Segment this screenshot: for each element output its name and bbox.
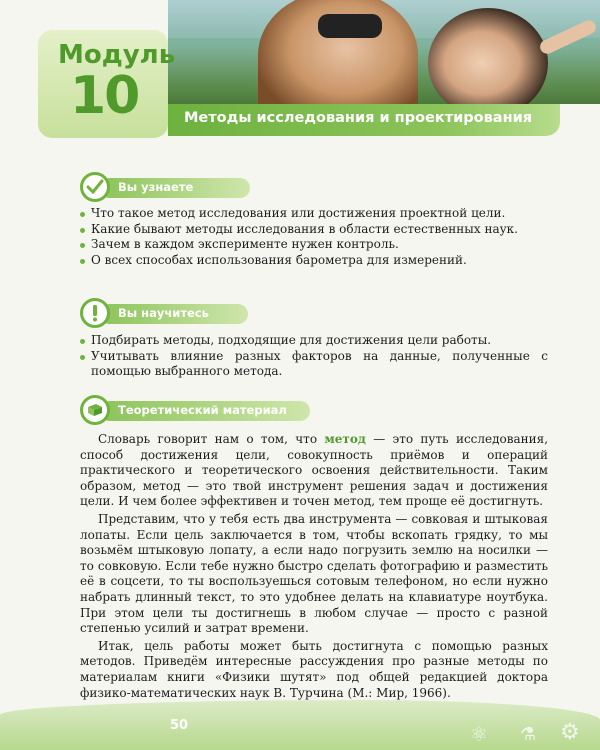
list-item: О всех способах использования барометра для измерений.	[80, 253, 548, 269]
module-number: 10	[70, 66, 139, 126]
page-footer	[0, 700, 600, 750]
section-theory-header	[80, 399, 320, 423]
paragraph: Словарь говорит нам о том, что метод — это путь исследования, способ достижения цели, совокупность приёмов и операций практического и теоретического освоения действительности. Таким образом, метод — это твой инструмент решения задач и достижения цели. И чем более эффективен и точен метод, тем проще её достигнуть.	[80, 432, 549, 509]
highlighted-term: метод	[324, 432, 366, 446]
theory-text	[80, 432, 548, 703]
module-label: Модуль	[58, 40, 176, 70]
list-item: Что такое метод исследования или достижения проектной цели.	[80, 206, 548, 222]
list-item: Учитывать влияние разных факторов на данные, полученные с помощью выбранного метода.	[80, 349, 548, 380]
section-skills-label: Вы научитесь	[118, 306, 209, 320]
page-number: 50	[170, 718, 189, 733]
paragraph: Итак, цель работы может быть достигнута с помощью разных методов. Приведём интересные рассуждения про разные методы по материалам книги «Физики шутят» под общей редакцией доктора физико-математических наук В. Турчина (М.: Мир, 1966).	[80, 638, 548, 700]
header-photo	[168, 0, 600, 104]
chapter-title-bar	[168, 104, 560, 136]
book-icon	[80, 395, 110, 425]
list-item: Какие бывают методы исследования в области естественных наук.	[80, 222, 548, 238]
exclamation-icon	[80, 298, 110, 328]
atom-icon: ⚛	[470, 722, 488, 746]
section-learn-header	[80, 176, 260, 200]
section-theory-label: Теоретический материал	[118, 403, 287, 417]
list-item: Подбирать методы, подходящие для достижения цели работы.	[80, 333, 548, 349]
list-item: Зачем в каждом эксперименте нужен контроль.	[80, 237, 548, 253]
gear-icon: ⚙	[560, 720, 580, 745]
section-learn-label: Вы узнаете	[118, 180, 194, 194]
section-skills-header	[80, 302, 260, 326]
learn-list	[80, 206, 548, 268]
flask-icon: ⚗	[520, 724, 537, 745]
chapter-title: Методы исследования и проектирования	[184, 110, 533, 126]
binoculars-icon	[318, 14, 382, 38]
paragraph: Представим, что у тебя есть два инструмента — совковая и штыковая лопаты. Если цель заключается в том, чтобы вскопать грядку, то мы возьмём штыковую лопату, а если надо погрузить землю на носилки — то совковую. Если тебе нужно быстро сделать фотографию и разместить её в соцсети, то ты воспользуешься сотовым телефоном, но если нужно набрать длинный текст, то это удобнее делать на клавиатуре ноутбука. При этом цели ты достигнешь в любом случае — просто с разной степенью усилий и затрат времени.	[80, 511, 548, 636]
checkmark-icon	[80, 172, 110, 202]
skills-list	[80, 333, 548, 380]
